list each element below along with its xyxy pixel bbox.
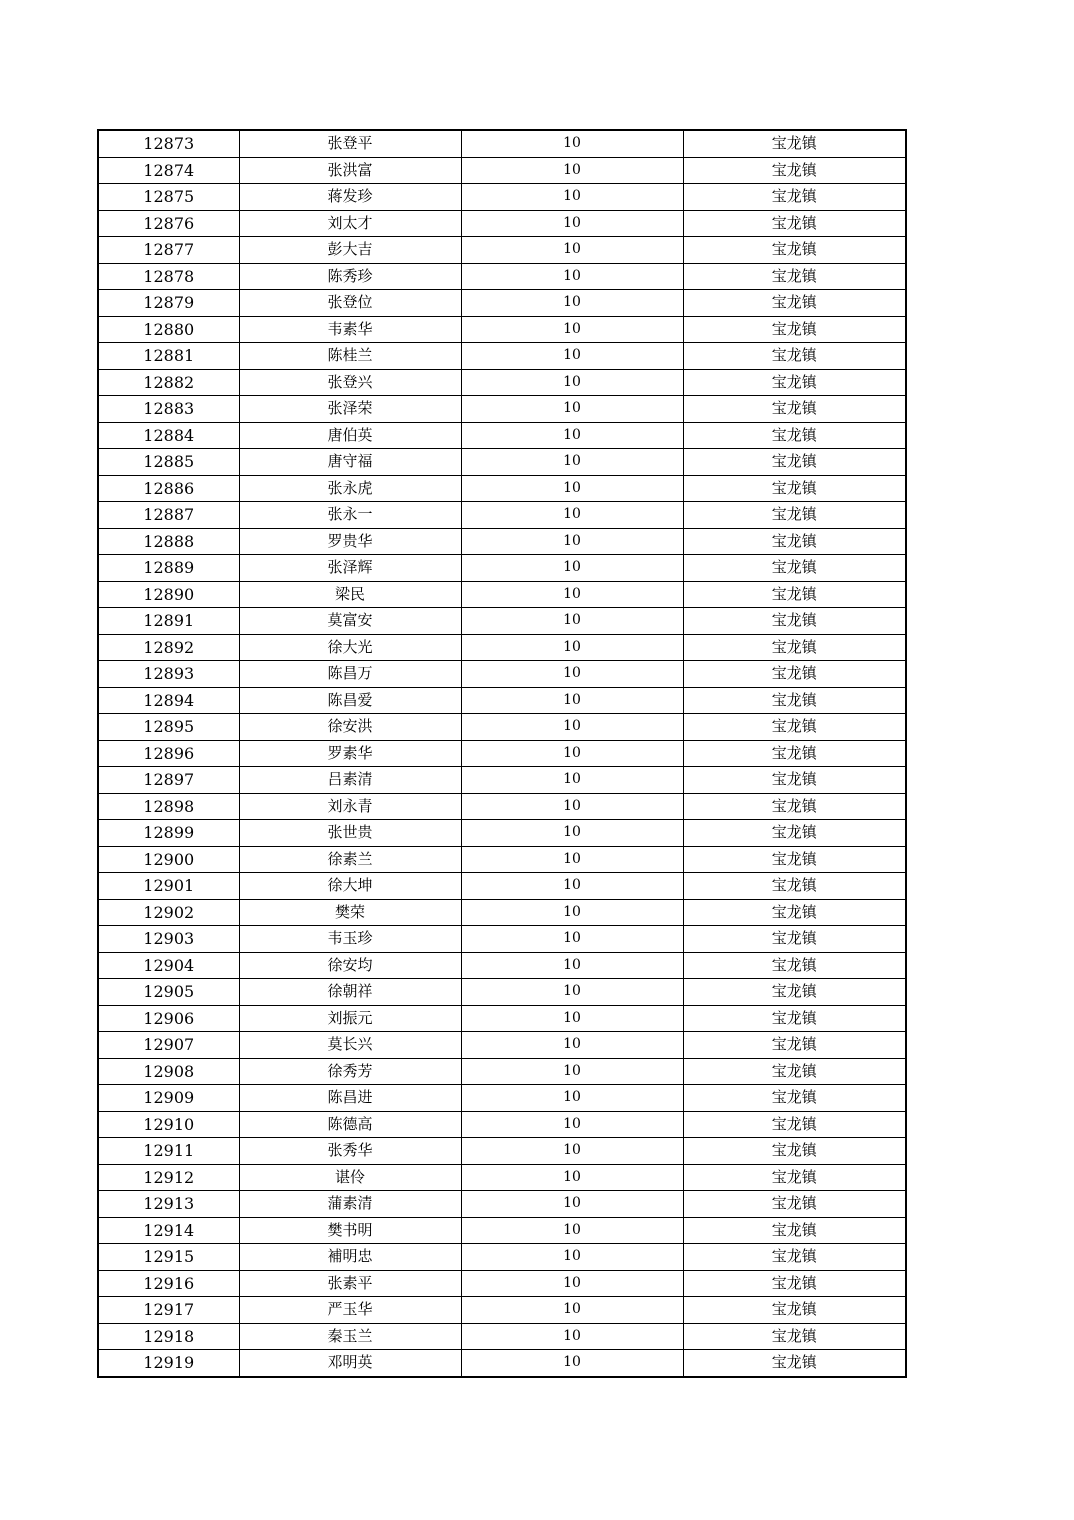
cell-amount: 10 (461, 979, 683, 1006)
cell-id: 12903 (98, 926, 239, 953)
table-row (98, 184, 906, 211)
cell-amount: 10 (461, 926, 683, 953)
cell-town: 宝龙镇 (683, 873, 906, 900)
cell-name: 徐大坤 (239, 873, 461, 900)
cell-id: 12884 (98, 422, 239, 449)
cell-name: 樊书明 (239, 1217, 461, 1244)
cell-name: 谌伶 (239, 1164, 461, 1191)
cell-town: 宝龙镇 (683, 1297, 906, 1324)
cell-name: 蒋发珍 (239, 184, 461, 211)
table-row (98, 714, 906, 741)
cell-amount: 10 (461, 1111, 683, 1138)
cell-name: 邓明英 (239, 1350, 461, 1377)
cell-town: 宝龙镇 (683, 1005, 906, 1032)
cell-name: 樊荣 (239, 899, 461, 926)
cell-amount: 10 (461, 449, 683, 476)
cell-amount: 10 (461, 873, 683, 900)
cell-id: 12888 (98, 528, 239, 555)
cell-town: 宝龙镇 (683, 581, 906, 608)
cell-amount: 10 (461, 820, 683, 847)
cell-amount: 10 (461, 846, 683, 873)
table-row (98, 926, 906, 953)
cell-town: 宝龙镇 (683, 157, 906, 184)
table-row (98, 979, 906, 1006)
cell-town: 宝龙镇 (683, 290, 906, 317)
table-row (98, 846, 906, 873)
table-row (98, 316, 906, 343)
table-row (98, 449, 906, 476)
table-row (98, 343, 906, 370)
table-row (98, 661, 906, 688)
table-row (98, 1005, 906, 1032)
cell-name: 吕素清 (239, 767, 461, 794)
cell-name: 莫富安 (239, 608, 461, 635)
cell-name: 徐安洪 (239, 714, 461, 741)
table-row (98, 1244, 906, 1271)
cell-town: 宝龙镇 (683, 767, 906, 794)
cell-name: 张素平 (239, 1270, 461, 1297)
cell-town: 宝龙镇 (683, 1138, 906, 1165)
cell-name: 徐秀芳 (239, 1058, 461, 1085)
cell-amount: 10 (461, 1164, 683, 1191)
cell-id: 12904 (98, 952, 239, 979)
cell-amount: 10 (461, 899, 683, 926)
table-row (98, 820, 906, 847)
cell-amount: 10 (461, 210, 683, 237)
cell-town: 宝龙镇 (683, 184, 906, 211)
cell-id: 12913 (98, 1191, 239, 1218)
cell-amount: 10 (461, 528, 683, 555)
cell-id: 12902 (98, 899, 239, 926)
table-row (98, 793, 906, 820)
cell-name: 陈昌进 (239, 1085, 461, 1112)
cell-name: 徐素兰 (239, 846, 461, 873)
table-row (98, 263, 906, 290)
cell-id: 12889 (98, 555, 239, 582)
cell-amount: 10 (461, 793, 683, 820)
cell-amount: 10 (461, 343, 683, 370)
cell-town: 宝龙镇 (683, 1085, 906, 1112)
table-row (98, 369, 906, 396)
cell-town: 宝龙镇 (683, 1244, 906, 1271)
cell-id: 12906 (98, 1005, 239, 1032)
cell-name: 张泽辉 (239, 555, 461, 582)
cell-amount: 10 (461, 396, 683, 423)
cell-town: 宝龙镇 (683, 502, 906, 529)
cell-id: 12882 (98, 369, 239, 396)
cell-town: 宝龙镇 (683, 740, 906, 767)
cell-id: 12896 (98, 740, 239, 767)
cell-town: 宝龙镇 (683, 422, 906, 449)
cell-name: 韦玉珍 (239, 926, 461, 953)
cell-town: 宝龙镇 (683, 237, 906, 264)
table-row (98, 767, 906, 794)
cell-name: 韦素华 (239, 316, 461, 343)
cell-name: 補明忠 (239, 1244, 461, 1271)
table-row (98, 1270, 906, 1297)
cell-name: 刘太才 (239, 210, 461, 237)
cell-amount: 10 (461, 1350, 683, 1377)
cell-name: 张登平 (239, 130, 461, 157)
cell-town: 宝龙镇 (683, 820, 906, 847)
cell-id: 12917 (98, 1297, 239, 1324)
cell-id: 12890 (98, 581, 239, 608)
cell-id: 12916 (98, 1270, 239, 1297)
cell-town: 宝龙镇 (683, 343, 906, 370)
table-row (98, 873, 906, 900)
cell-name: 张登位 (239, 290, 461, 317)
cell-id: 12905 (98, 979, 239, 1006)
table-row (98, 1111, 906, 1138)
cell-id: 12897 (98, 767, 239, 794)
cell-town: 宝龙镇 (683, 1350, 906, 1377)
cell-amount: 10 (461, 1138, 683, 1165)
cell-town: 宝龙镇 (683, 846, 906, 873)
table-row (98, 687, 906, 714)
cell-id: 12908 (98, 1058, 239, 1085)
cell-id: 12879 (98, 290, 239, 317)
cell-town: 宝龙镇 (683, 1058, 906, 1085)
table-row (98, 740, 906, 767)
cell-id: 12878 (98, 263, 239, 290)
cell-town: 宝龙镇 (683, 1111, 906, 1138)
cell-town: 宝龙镇 (683, 475, 906, 502)
cell-name: 严玉华 (239, 1297, 461, 1324)
cell-town: 宝龙镇 (683, 634, 906, 661)
cell-name: 罗素华 (239, 740, 461, 767)
cell-amount: 10 (461, 237, 683, 264)
cell-id: 12895 (98, 714, 239, 741)
cell-town: 宝龙镇 (683, 263, 906, 290)
table-row (98, 210, 906, 237)
cell-amount: 10 (461, 555, 683, 582)
cell-town: 宝龙镇 (683, 661, 906, 688)
cell-town: 宝龙镇 (683, 369, 906, 396)
cell-id: 12899 (98, 820, 239, 847)
cell-name: 陈秀珍 (239, 263, 461, 290)
cell-name: 秦玉兰 (239, 1323, 461, 1350)
cell-id: 12919 (98, 1350, 239, 1377)
cell-amount: 10 (461, 263, 683, 290)
cell-town: 宝龙镇 (683, 210, 906, 237)
table-row (98, 581, 906, 608)
cell-town: 宝龙镇 (683, 926, 906, 953)
table-row (98, 237, 906, 264)
cell-town: 宝龙镇 (683, 1217, 906, 1244)
cell-town: 宝龙镇 (683, 1323, 906, 1350)
cell-id: 12886 (98, 475, 239, 502)
cell-name: 蒲素清 (239, 1191, 461, 1218)
cell-name: 徐安均 (239, 952, 461, 979)
cell-name: 张永虎 (239, 475, 461, 502)
cell-id: 12887 (98, 502, 239, 529)
cell-amount: 10 (461, 1191, 683, 1218)
table-row (98, 899, 906, 926)
cell-name: 张永一 (239, 502, 461, 529)
cell-town: 宝龙镇 (683, 528, 906, 555)
cell-amount: 10 (461, 740, 683, 767)
cell-town: 宝龙镇 (683, 687, 906, 714)
table-row (98, 1058, 906, 1085)
cell-id: 12911 (98, 1138, 239, 1165)
cell-name: 张洪富 (239, 157, 461, 184)
cell-amount: 10 (461, 422, 683, 449)
cell-amount: 10 (461, 1217, 683, 1244)
cell-id: 12876 (98, 210, 239, 237)
table-row (98, 1191, 906, 1218)
cell-name: 徐大光 (239, 634, 461, 661)
cell-name: 徐朝祥 (239, 979, 461, 1006)
cell-id: 12901 (98, 873, 239, 900)
cell-id: 12891 (98, 608, 239, 635)
cell-name: 张泽荣 (239, 396, 461, 423)
cell-id: 12910 (98, 1111, 239, 1138)
cell-id: 12875 (98, 184, 239, 211)
cell-name: 彭大吉 (239, 237, 461, 264)
table-row (98, 1217, 906, 1244)
cell-amount: 10 (461, 475, 683, 502)
cell-name: 刘永青 (239, 793, 461, 820)
table-row (98, 290, 906, 317)
table-row (98, 1297, 906, 1324)
table-body (98, 130, 906, 1377)
cell-name: 陈桂兰 (239, 343, 461, 370)
cell-town: 宝龙镇 (683, 396, 906, 423)
cell-id: 12892 (98, 634, 239, 661)
cell-town: 宝龙镇 (683, 1164, 906, 1191)
table-row (98, 634, 906, 661)
table-row (98, 157, 906, 184)
cell-amount: 10 (461, 1297, 683, 1324)
cell-name: 唐守福 (239, 449, 461, 476)
cell-name: 陈德高 (239, 1111, 461, 1138)
cell-name: 张世贵 (239, 820, 461, 847)
cell-id: 12894 (98, 687, 239, 714)
cell-id: 12915 (98, 1244, 239, 1271)
cell-amount: 10 (461, 634, 683, 661)
cell-name: 梁民 (239, 581, 461, 608)
table-row (98, 952, 906, 979)
cell-id: 12873 (98, 130, 239, 157)
table-row (98, 1085, 906, 1112)
cell-name: 莫长兴 (239, 1032, 461, 1059)
cell-amount: 10 (461, 1244, 683, 1271)
cell-amount: 10 (461, 1323, 683, 1350)
cell-town: 宝龙镇 (683, 608, 906, 635)
cell-id: 12880 (98, 316, 239, 343)
cell-amount: 10 (461, 661, 683, 688)
table-row (98, 475, 906, 502)
cell-town: 宝龙镇 (683, 449, 906, 476)
cell-id: 12914 (98, 1217, 239, 1244)
cell-amount: 10 (461, 184, 683, 211)
cell-id: 12877 (98, 237, 239, 264)
cell-amount: 10 (461, 316, 683, 343)
cell-id: 12912 (98, 1164, 239, 1191)
table-row (98, 1164, 906, 1191)
cell-name: 唐伯英 (239, 422, 461, 449)
cell-town: 宝龙镇 (683, 952, 906, 979)
cell-town: 宝龙镇 (683, 555, 906, 582)
cell-amount: 10 (461, 1005, 683, 1032)
table-row (98, 1138, 906, 1165)
cell-id: 12900 (98, 846, 239, 873)
cell-amount: 10 (461, 608, 683, 635)
cell-amount: 10 (461, 1032, 683, 1059)
cell-name: 张登兴 (239, 369, 461, 396)
cell-town: 宝龙镇 (683, 1191, 906, 1218)
cell-amount: 10 (461, 1085, 683, 1112)
cell-id: 12885 (98, 449, 239, 476)
cell-name: 陈昌爱 (239, 687, 461, 714)
cell-id: 12898 (98, 793, 239, 820)
table-row (98, 1032, 906, 1059)
cell-amount: 10 (461, 1270, 683, 1297)
table-row (98, 528, 906, 555)
cell-id: 12881 (98, 343, 239, 370)
cell-id: 12909 (98, 1085, 239, 1112)
cell-town: 宝龙镇 (683, 1270, 906, 1297)
cell-amount: 10 (461, 290, 683, 317)
cell-id: 12893 (98, 661, 239, 688)
table-row (98, 130, 906, 157)
cell-name: 陈昌万 (239, 661, 461, 688)
cell-id: 12907 (98, 1032, 239, 1059)
cell-town: 宝龙镇 (683, 316, 906, 343)
cell-town: 宝龙镇 (683, 130, 906, 157)
cell-amount: 10 (461, 1058, 683, 1085)
data-table (97, 129, 907, 1378)
cell-town: 宝龙镇 (683, 979, 906, 1006)
cell-id: 12883 (98, 396, 239, 423)
cell-name: 罗贵华 (239, 528, 461, 555)
table-row (98, 608, 906, 635)
cell-amount: 10 (461, 714, 683, 741)
cell-town: 宝龙镇 (683, 714, 906, 741)
cell-amount: 10 (461, 687, 683, 714)
cell-amount: 10 (461, 157, 683, 184)
table-row (98, 396, 906, 423)
table-row (98, 502, 906, 529)
table-row (98, 1350, 906, 1377)
cell-amount: 10 (461, 952, 683, 979)
cell-amount: 10 (461, 130, 683, 157)
cell-amount: 10 (461, 369, 683, 396)
table-row (98, 422, 906, 449)
cell-id: 12874 (98, 157, 239, 184)
table-row (98, 555, 906, 582)
cell-town: 宝龙镇 (683, 1032, 906, 1059)
cell-name: 刘振元 (239, 1005, 461, 1032)
cell-id: 12918 (98, 1323, 239, 1350)
cell-amount: 10 (461, 767, 683, 794)
cell-amount: 10 (461, 581, 683, 608)
cell-town: 宝龙镇 (683, 899, 906, 926)
table-row (98, 1323, 906, 1350)
cell-town: 宝龙镇 (683, 793, 906, 820)
cell-amount: 10 (461, 502, 683, 529)
cell-name: 张秀华 (239, 1138, 461, 1165)
